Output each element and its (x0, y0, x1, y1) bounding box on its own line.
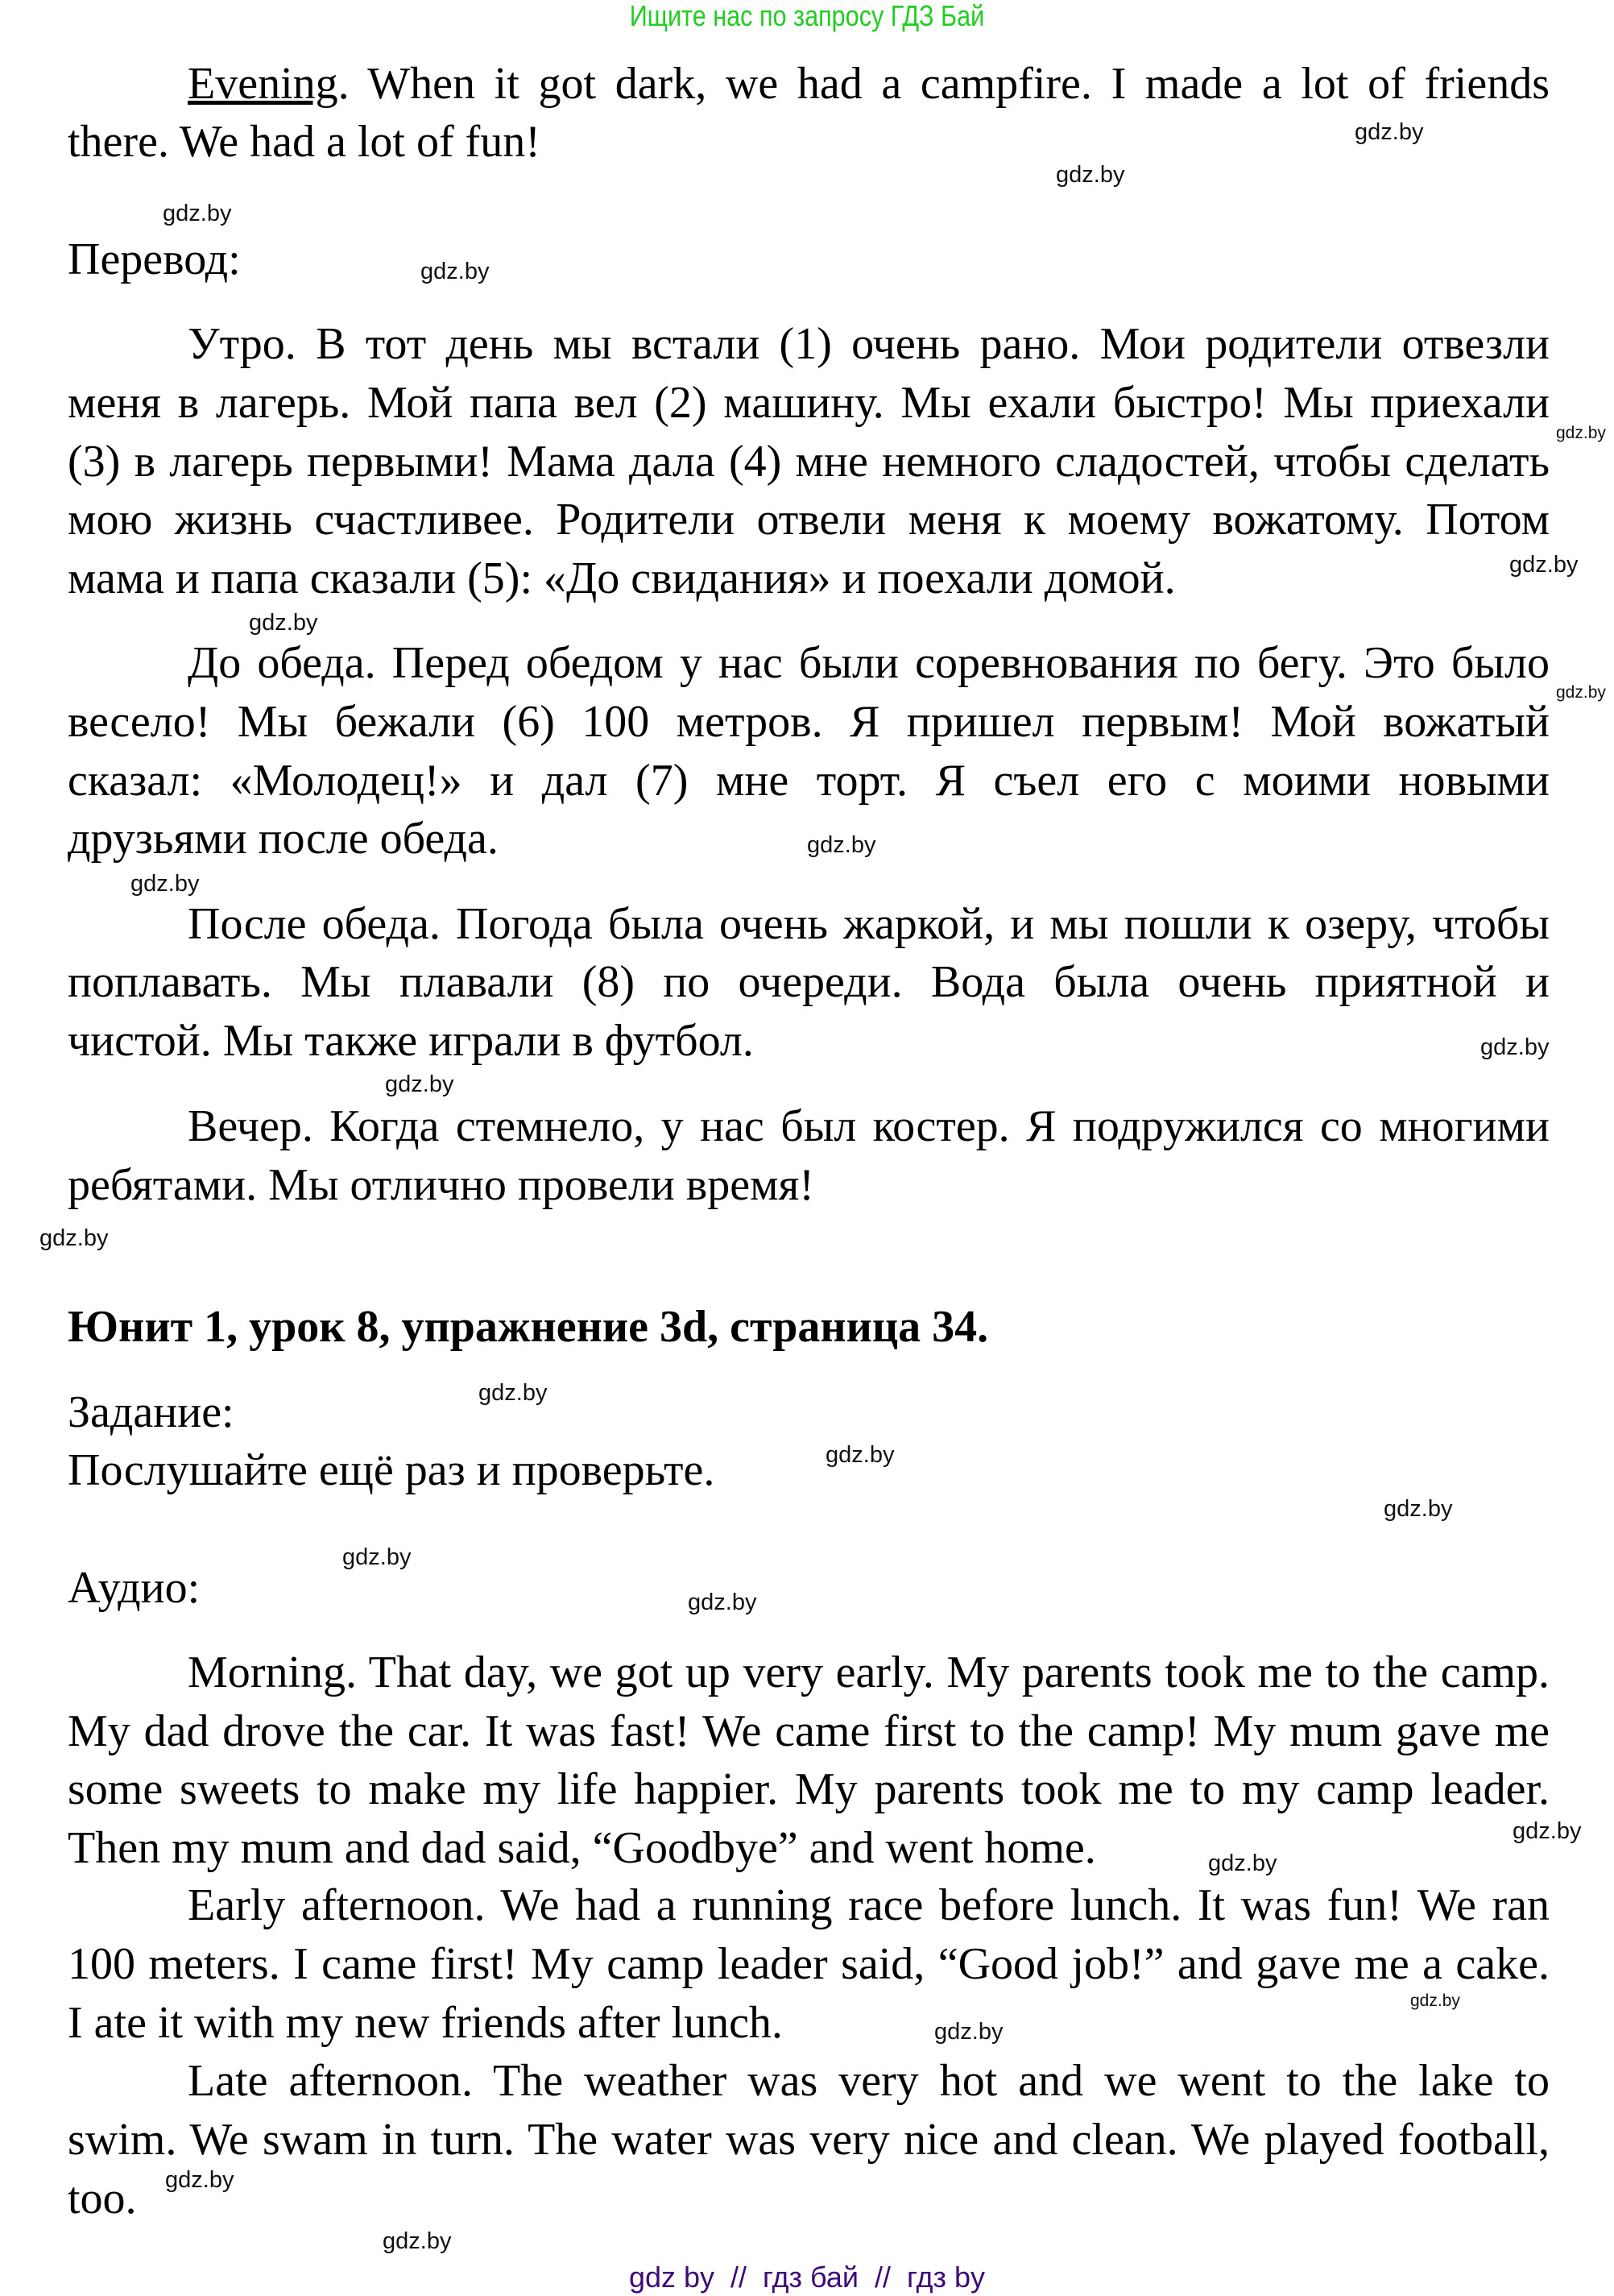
text-line: Morning. That day, we got up very early. My parents took me to the camp. (188, 1647, 1550, 1697)
text-line: I ate it with my new friends after lunch. (68, 1998, 783, 2048)
text-line: сказал: «Молодец!» и дал (7) мне торт. Я съел его с моими новыми (68, 756, 1550, 806)
watermark: gdz.by (1208, 1850, 1277, 1876)
text-line: поплавать. Мы плавали (8) по очереди. Вода была очень приятной и (68, 957, 1550, 1007)
watermark: gdz.by (130, 871, 200, 897)
watermark: gdz.by (385, 1071, 454, 1097)
text-line: мама и папа сказали (5): «До свидания» и поехали домой. (68, 553, 1176, 603)
text-line: Вечер. Когда стемнело, у нас был костер. Я подружился со многими (188, 1101, 1550, 1151)
text-line: Late afternoon. The weather was very hot and we went to the lake to (188, 2056, 1550, 2106)
watermark: gdz.by (1480, 1034, 1550, 1060)
section-label-evening: Evening (188, 59, 338, 109)
watermark: gdz.by (478, 1380, 548, 1406)
watermark: gdz.by (1556, 424, 1606, 442)
watermark: gdz.by (39, 1225, 109, 1251)
text-line: My dad drove the car. It was fast! We came first to the camp! My mum gave me (68, 1706, 1550, 1756)
audio-label: Аудио: (68, 1563, 201, 1613)
text-line: До обеда. Перед обедом у нас были соревнования по бегу. Это было (188, 638, 1550, 688)
watermark: gdz.by (1509, 552, 1579, 578)
watermark: gdz.by (1384, 1496, 1453, 1522)
watermark: gdz.by (688, 1589, 757, 1615)
watermark: gdz.by (1056, 162, 1125, 188)
watermark: gdz.by (165, 2167, 234, 2193)
watermark: gdz.by (342, 1544, 412, 1570)
text-line: меня в лагерь. Мой папа вел (2) машину. Мы ехали быстро! Мы приехали (68, 378, 1550, 428)
footer-banner: gdz by // гдз бай // гдз by (628, 2261, 986, 2294)
text-line: 100 meters. I came first! My camp leader said, “Good job!” and gave me a cake. (68, 1939, 1550, 1989)
task-label: Задание: (68, 1387, 234, 1437)
watermark: gdz.by (1410, 1991, 1460, 2010)
watermark: gdz.by (420, 259, 490, 284)
text-line: Утро. В тот день мы встали (1) очень рано. Мои родители отвезли (188, 319, 1550, 369)
watermark: gdz.by (934, 2019, 1004, 2045)
text-line: чистой. Мы также играли в футбол. (68, 1016, 754, 1066)
text-line: Early afternoon. We had a running race before lunch. It was fun! We ran (188, 1880, 1550, 1930)
text-line: too. (68, 2174, 137, 2223)
text-line: swim. We swam in turn. The water was very nice and clean. We played football, (68, 2115, 1550, 2165)
translation-label: Перевод: (68, 234, 241, 284)
text-line: some sweets to make my life happier. My parents took me to my camp leader. (68, 1764, 1550, 1814)
text-line: весело! Мы бежали (6) 100 метров. Я пришел первым! Мой вожатый (68, 697, 1550, 747)
text-line (188, 58, 1550, 110)
search-banner: Ищите нас по запросу ГДЗ Бай (629, 0, 985, 32)
text-line: there. We had a lot of fun! (68, 117, 540, 167)
exercise-heading: Юнит 1, урок 8, упражнение 3d, страница 34. (68, 1302, 989, 1352)
watermark: gdz.by (163, 201, 232, 226)
text-line: (3) в лагерь первыми! Мама дала (4) мне немного сладостей, чтобы сделать (68, 437, 1550, 487)
text-line: После обеда. Погода была очень жаркой, и мы пошли к озеру, чтобы (188, 899, 1550, 949)
watermark: gdz.by (1355, 119, 1424, 145)
text-line: друзьями после обеда. (68, 814, 499, 864)
watermark: gdz.by (249, 610, 318, 636)
watermark: gdz.by (826, 1442, 895, 1468)
text-line: ребятами. Мы отлично провели время! (68, 1160, 814, 1210)
watermark: gdz.by (1513, 1818, 1582, 1844)
watermark: gdz.by (807, 832, 876, 858)
watermark: gdz.by (383, 2228, 452, 2254)
text-line: мою жизнь счастливее. Родители отвели меня к моему вожатому. Потом (68, 495, 1550, 545)
task-text: Послушайте ещё раз и проверьте. (68, 1445, 715, 1495)
text-fragment: . When it got dark, we had a campfire. I made a lot of friends (337, 59, 1550, 109)
watermark: gdz.by (1556, 683, 1606, 702)
text-line: Then my mum and dad said, “Goodbye” and went home. (68, 1823, 1096, 1873)
